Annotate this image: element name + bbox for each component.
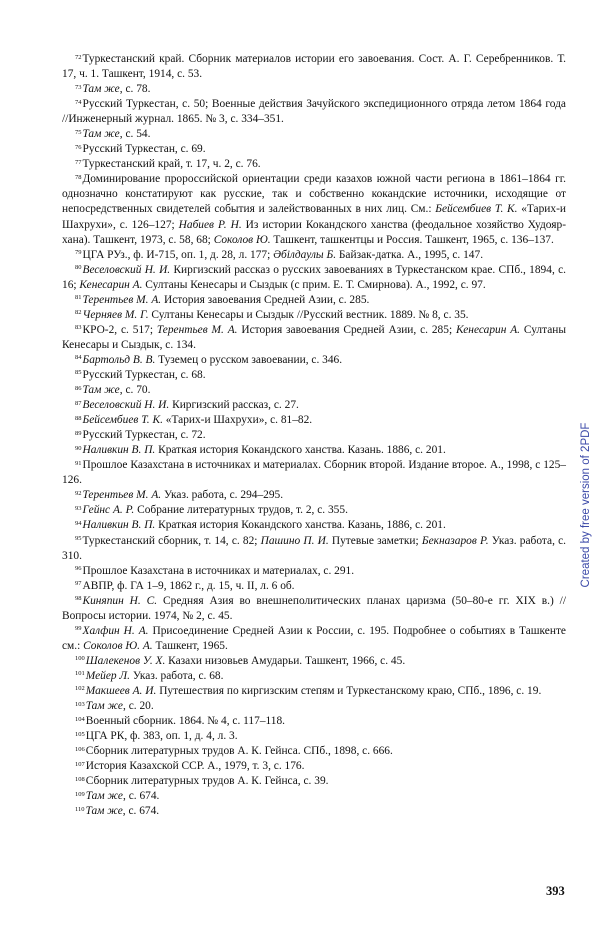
footnote-author: Там же [85, 805, 123, 818]
footnote-author: Соколов Ю. А. [83, 639, 153, 652]
footnote [62, 398, 566, 413]
footnote-text: Прошлое Казахстана в источниках и материалах, с. 291. [82, 564, 355, 577]
footnote-text: Указ. работа, с. 310. [62, 534, 566, 562]
footnote-number: 86 [75, 384, 82, 392]
footnote-number: 105 [75, 730, 85, 738]
footnote-text: Султаны Кенесары и Сыздык, с. 134. [62, 323, 567, 351]
footnote-author: Бартольд В. В. [82, 353, 156, 366]
footnote-author: Там же [82, 83, 120, 96]
footnote [62, 594, 566, 624]
footnote-number: 100 [75, 655, 85, 663]
footnote-text: Путевые заметки; [328, 534, 422, 547]
footnote [62, 488, 566, 503]
footnote-text: Байзак-датка. А., 1995, с. 147. [336, 248, 484, 261]
footnote [62, 308, 566, 323]
footnote-author: Кенесарин А. [79, 278, 143, 291]
footnote-text: Ташкент, ташкентцы и Россия. Ташкент, 1965, с. 136–137. [270, 233, 554, 246]
footnote-number: 74 [75, 98, 82, 106]
footnote-author: Черняев М. Г. [82, 308, 149, 321]
footnote-number: 93 [75, 504, 82, 512]
footnote-number: 82 [75, 309, 82, 317]
footnote-author: Терентьев М. А. [156, 323, 238, 336]
footnote-author: Шалекенов У. Х. [85, 654, 166, 667]
footnote-number: 75 [75, 128, 82, 136]
footnote [62, 714, 566, 729]
footnote [62, 789, 566, 804]
footnote [62, 518, 566, 533]
footnote-number: 104 [75, 715, 85, 723]
footnote-text: Из истории Кокандского ханства (феодальное хозяйство Худояр-хана). Ташкент, 1973, с. 58, 68; [62, 218, 567, 246]
footnote [62, 428, 566, 443]
footnote-number: 98 [75, 595, 82, 603]
footnote [62, 172, 566, 247]
footnote [62, 323, 566, 353]
footnote-text: Указ. работа, с. 68. [130, 669, 224, 682]
footnote-number: 81 [75, 294, 82, 302]
footnote-author: Наливкин В. П. [82, 519, 156, 532]
footnote [62, 458, 566, 488]
footnote-text: История Казахской ССР. А., 1979, т. 3, с. 176. [85, 760, 305, 773]
footnote-number: 78 [75, 173, 82, 181]
footnote-text: Доминирование пророссийской ориентации среди казахов южной части региона в 1861–1864 гг. однозначно констатируют как русские, так и собственно кокандские источники, исходящие от непосредственных свидетелей события и залействованных в них лиц. См.: [62, 173, 566, 216]
footnote-text: , с. 78. [119, 83, 151, 96]
footnote-number: 108 [75, 775, 85, 783]
footnote [62, 759, 566, 774]
footnote-author: Наливкин В. П. [82, 444, 156, 457]
footnote-text: Султаны Кенесары и Сыздык //Русский вестник. 1889. № 8, с. 35. [148, 308, 469, 321]
footnote-text: Русский Туркестан, с. 68. [82, 368, 206, 381]
footnote-text: Военный сборник. 1864. № 4, с. 117–118. [85, 715, 286, 728]
footnote-text: Путешествия по киргизским степям и Туркестанскому краю, СПб., 1896, с. 19. [156, 684, 542, 697]
footnote-author: Пашино П. И. [260, 534, 329, 547]
footnote-author: Веселовский Н. И. [82, 263, 171, 276]
footnote [62, 248, 566, 263]
footnote [62, 443, 566, 458]
footnote-text: , с. 674. [122, 805, 160, 818]
footnote [62, 82, 566, 97]
footnote-text: История завоевания Средней Азии, с. 285; [237, 323, 456, 336]
footnote-number: 91 [75, 459, 82, 467]
footnote-number: 110 [75, 805, 85, 813]
footnote-text: Туземец о русском завоевании, с. 346. [155, 353, 343, 366]
footnote [62, 157, 566, 172]
footnote-text: Средняя Азия во внешнеполитических планах царизма (50–80-е гг. XIX в.) //Вопросы истории. 1974, № 2, с. 45. [62, 594, 566, 622]
footnote-number: 107 [75, 760, 85, 768]
footnote-text: Киргизский рассказ, с. 27. [169, 399, 299, 412]
footnote [62, 383, 566, 398]
footnote-number: 87 [75, 399, 82, 407]
footnote [62, 744, 566, 759]
footnote-text: Ташкент, 1965. [152, 639, 228, 652]
footnote-number: 97 [75, 580, 82, 588]
footnote-author: Киняпин Н. С. [82, 594, 158, 607]
watermark-text: Created by free version of 2PDF [580, 422, 592, 588]
footnote-number: 72 [75, 53, 82, 61]
footnote-text: , с. 70. [119, 384, 151, 397]
footnote-text: Сборник литературных трудов А. К. Гейнса. СПб., 1898, с. 666. [85, 745, 393, 758]
footnote-text: КРО-2, с. 517; [82, 323, 157, 336]
footnote-text: Присоединение Средней Азии к России, с. 195. Подробнее о событиях в Ташкенте см.: [62, 624, 566, 652]
footnote-text: Туркестанский сборник, т. 14, с. 82; [82, 534, 261, 547]
footnote-text: ЦГА РК, ф. 383, оп. 1, д. 4, л. 3. [85, 730, 238, 743]
footnote-text: , с. 674. [123, 790, 160, 803]
footnote-text: АВПР, ф. ГА 1–9, 1862 г., д. 15, ч. II, л. 6 об. [82, 579, 295, 592]
footnote [62, 579, 566, 594]
footnote [62, 127, 566, 142]
footnote-author: Там же [82, 128, 120, 141]
footnote-author: Терентьев М. А. [82, 489, 162, 502]
footnote-number: 90 [75, 444, 82, 452]
footnote-text: История завоевания Средней Азии, с. 285. [161, 293, 370, 306]
footnotes-list [62, 52, 566, 819]
footnote-text: Указ. работа, с. 294–295. [161, 489, 284, 502]
footnote-number: 83 [75, 324, 82, 332]
footnote [62, 142, 566, 157]
footnote-number: 77 [75, 158, 82, 166]
footnote-number: 89 [75, 429, 82, 437]
footnote-text: Туркестанский край, т. 17, ч. 2, с. 76. [82, 158, 261, 171]
footnote-number: 88 [75, 414, 82, 422]
footnote-author: Там же [85, 790, 123, 803]
footnote-text: «Тарих-и Шахрухи», с. 126–127; [62, 203, 566, 231]
footnote-number: 76 [75, 143, 82, 151]
footnote-number: 94 [75, 519, 82, 527]
footnote-text: Туркестанский край. Сборник материалов истории его завоевания. Сост. А. Г. Серебренников. Т. 17, ч. 1. Ташкент, 1914, с. 53. [62, 53, 566, 81]
footnote-text: , с. 54. [119, 128, 151, 141]
footnote-number: 73 [75, 83, 82, 91]
footnote [62, 774, 566, 789]
footnote-author: Там же [85, 700, 123, 713]
footnote-number: 84 [75, 354, 82, 362]
footnote [62, 729, 566, 744]
footnote-text: Русский Туркестан, с. 69. [82, 143, 206, 156]
footnote-author: Бейсембиев Т. К. [82, 414, 163, 427]
footnote-author: Әбілдаулы Б. [273, 248, 337, 261]
footnote-number: 95 [75, 535, 82, 542]
footnote [62, 97, 566, 127]
footnote-text: «Тарих-и Шахрухи», с. 81–82. [162, 414, 313, 427]
footnote-text: Прошлое Казахстана в источниках и материалах. Сборник второй. Издание второе. А., 1998, с 125–126. [62, 459, 566, 487]
footnote-number: 79 [75, 249, 82, 257]
footnote-number: 96 [75, 565, 82, 573]
footnote [62, 368, 566, 383]
footnote-number: 102 [75, 685, 85, 693]
footnote-text: Казахи низовьев Амударьи. Ташкент, 1966, с. 45. [165, 654, 406, 667]
footnote-author: Бейсембиев Т. К. [435, 203, 518, 216]
footnote-author: Там же [82, 384, 120, 397]
footnote-text: Собрание литературных трудов, т. 2, с. 355. [134, 504, 348, 517]
footnote-text: Султаны Кенесары и Сыздык (с прим. Е. Т. Смирнова). А., 1992, с. 97. [142, 278, 486, 291]
footnote-text: , с. 20. [123, 700, 154, 713]
footnote-author: Соколов Ю. [213, 233, 271, 246]
footnote [62, 564, 566, 579]
footnote-text: Киргизский рассказ о русских завоеваниях в Туркестанском крае. СПб., 1894, с. 16; [62, 263, 566, 291]
footnote [62, 293, 566, 308]
footnote [62, 263, 566, 293]
footnote [62, 684, 566, 699]
footnote-author: Макшеев А. И. [85, 684, 157, 697]
footnote-author: Халфин Н. А. [82, 624, 149, 637]
footnote-text: Сборник литературных трудов А. К. Гейнса, с. 39. [85, 775, 329, 788]
footnote-number: 109 [75, 790, 85, 798]
footnote-text: Русский Туркестан, с. 50; Военные действия Зачуйского экспедиционного отряда летом 1864 года //Инженерный журнал. 1865. № 3, с. 334–351. [62, 98, 566, 126]
footnote-number: 101 [75, 670, 85, 678]
footnote-text: Краткая история Кокандского ханства. Казань, 1886, с. 201. [155, 519, 446, 532]
footnote-number: 99 [75, 625, 82, 633]
footnote [62, 804, 566, 819]
footnote-number: 92 [75, 489, 82, 497]
footnote-number: 85 [75, 369, 82, 377]
footnote-text: Краткая история Кокандского ханства. Казань. 1886, с. 201. [155, 444, 446, 457]
page-number: 393 [546, 884, 565, 898]
footnote [62, 534, 566, 564]
footnote-author: Кенесарин А. [455, 323, 521, 336]
footnote-number: 106 [75, 745, 85, 753]
footnote [62, 654, 566, 669]
footnote-number: 103 [75, 700, 85, 708]
footnote [62, 503, 566, 518]
footnote [62, 669, 566, 684]
footnote-number: 80 [75, 264, 82, 272]
footnote-author: Веселовский Н. И. [82, 399, 170, 412]
footnote-text: ЦГА РУз., ф. И-715, оп. 1, д. 28, л. 177; [82, 248, 274, 261]
footnote-author: Гейнс А. Р. [82, 504, 135, 517]
footnote-author: Набиев Р. Н. [178, 218, 242, 231]
footnote-author: Бекназаров Р. [421, 534, 489, 547]
footnote-author: Мейер Л. [85, 669, 130, 682]
footnote [62, 699, 566, 714]
footnote-author: Терентьев М. А. [82, 293, 162, 306]
footnote [62, 52, 566, 82]
footnote [62, 413, 566, 428]
footnote [62, 624, 566, 654]
footnote-text: Русский Туркестан, с. 72. [82, 429, 206, 442]
footnote [62, 353, 566, 368]
